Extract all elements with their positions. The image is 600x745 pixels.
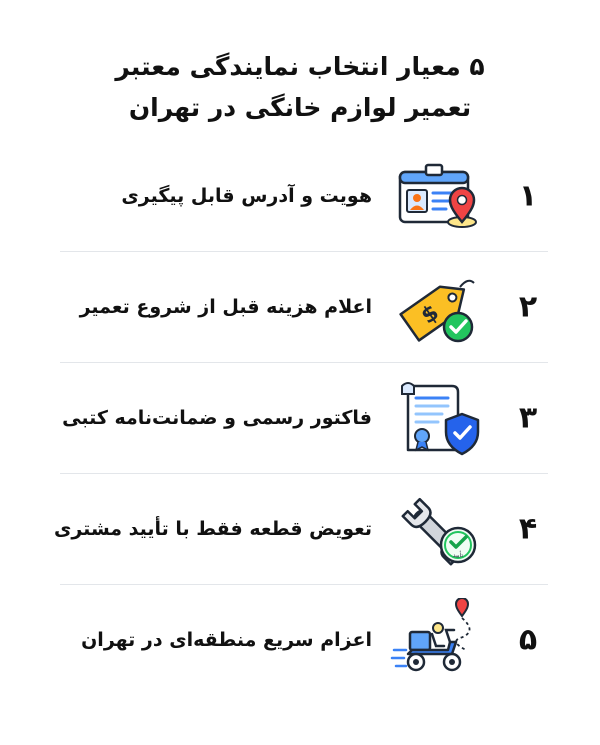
criterion-number: ۵ [518, 622, 538, 658]
wrench-approval-icon [390, 487, 486, 571]
criterion-label: هویت و آدرس قابل پیگیری [121, 184, 372, 207]
criterion-item-5 [60, 584, 548, 695]
price-tag-check-icon [390, 265, 486, 349]
criterion-item-4 [53, 473, 548, 584]
title-line-2: تعمیر لوازم خانگی در تهران [128, 93, 472, 122]
criterion-item-3 [60, 362, 548, 473]
criterion-number: ۱ [518, 178, 538, 213]
criterion-label: فاکتور رسمی و ضمانت‌نامه کتبی [62, 407, 372, 429]
invoice-shield-icon [390, 376, 486, 460]
criteria-list [53, 140, 548, 695]
criterion-label: تعویض قطعه فقط با تأیید مشتری [53, 518, 372, 540]
criterion-item-1 [60, 140, 548, 251]
criterion-number: ۳ [518, 400, 538, 436]
criterion-item-2 [60, 251, 548, 362]
title-line-1: ۵ معیار انتخاب نمایندگی معتبر [115, 52, 485, 81]
criterion-label: اعزام سریع منطقه‌ای در تهران [81, 629, 372, 651]
criterion-number: ۴ [518, 511, 538, 547]
delivery-scooter-icon [390, 598, 486, 682]
approval-badge-text: تأیید [452, 552, 464, 559]
svg-text:$: $ [416, 300, 444, 330]
id-card-location-icon [390, 154, 486, 238]
page-title [0, 46, 600, 128]
criterion-label: اعلام هزینه قبل از شروع تعمیر [79, 296, 372, 318]
criterion-number: ۲ [518, 289, 538, 325]
